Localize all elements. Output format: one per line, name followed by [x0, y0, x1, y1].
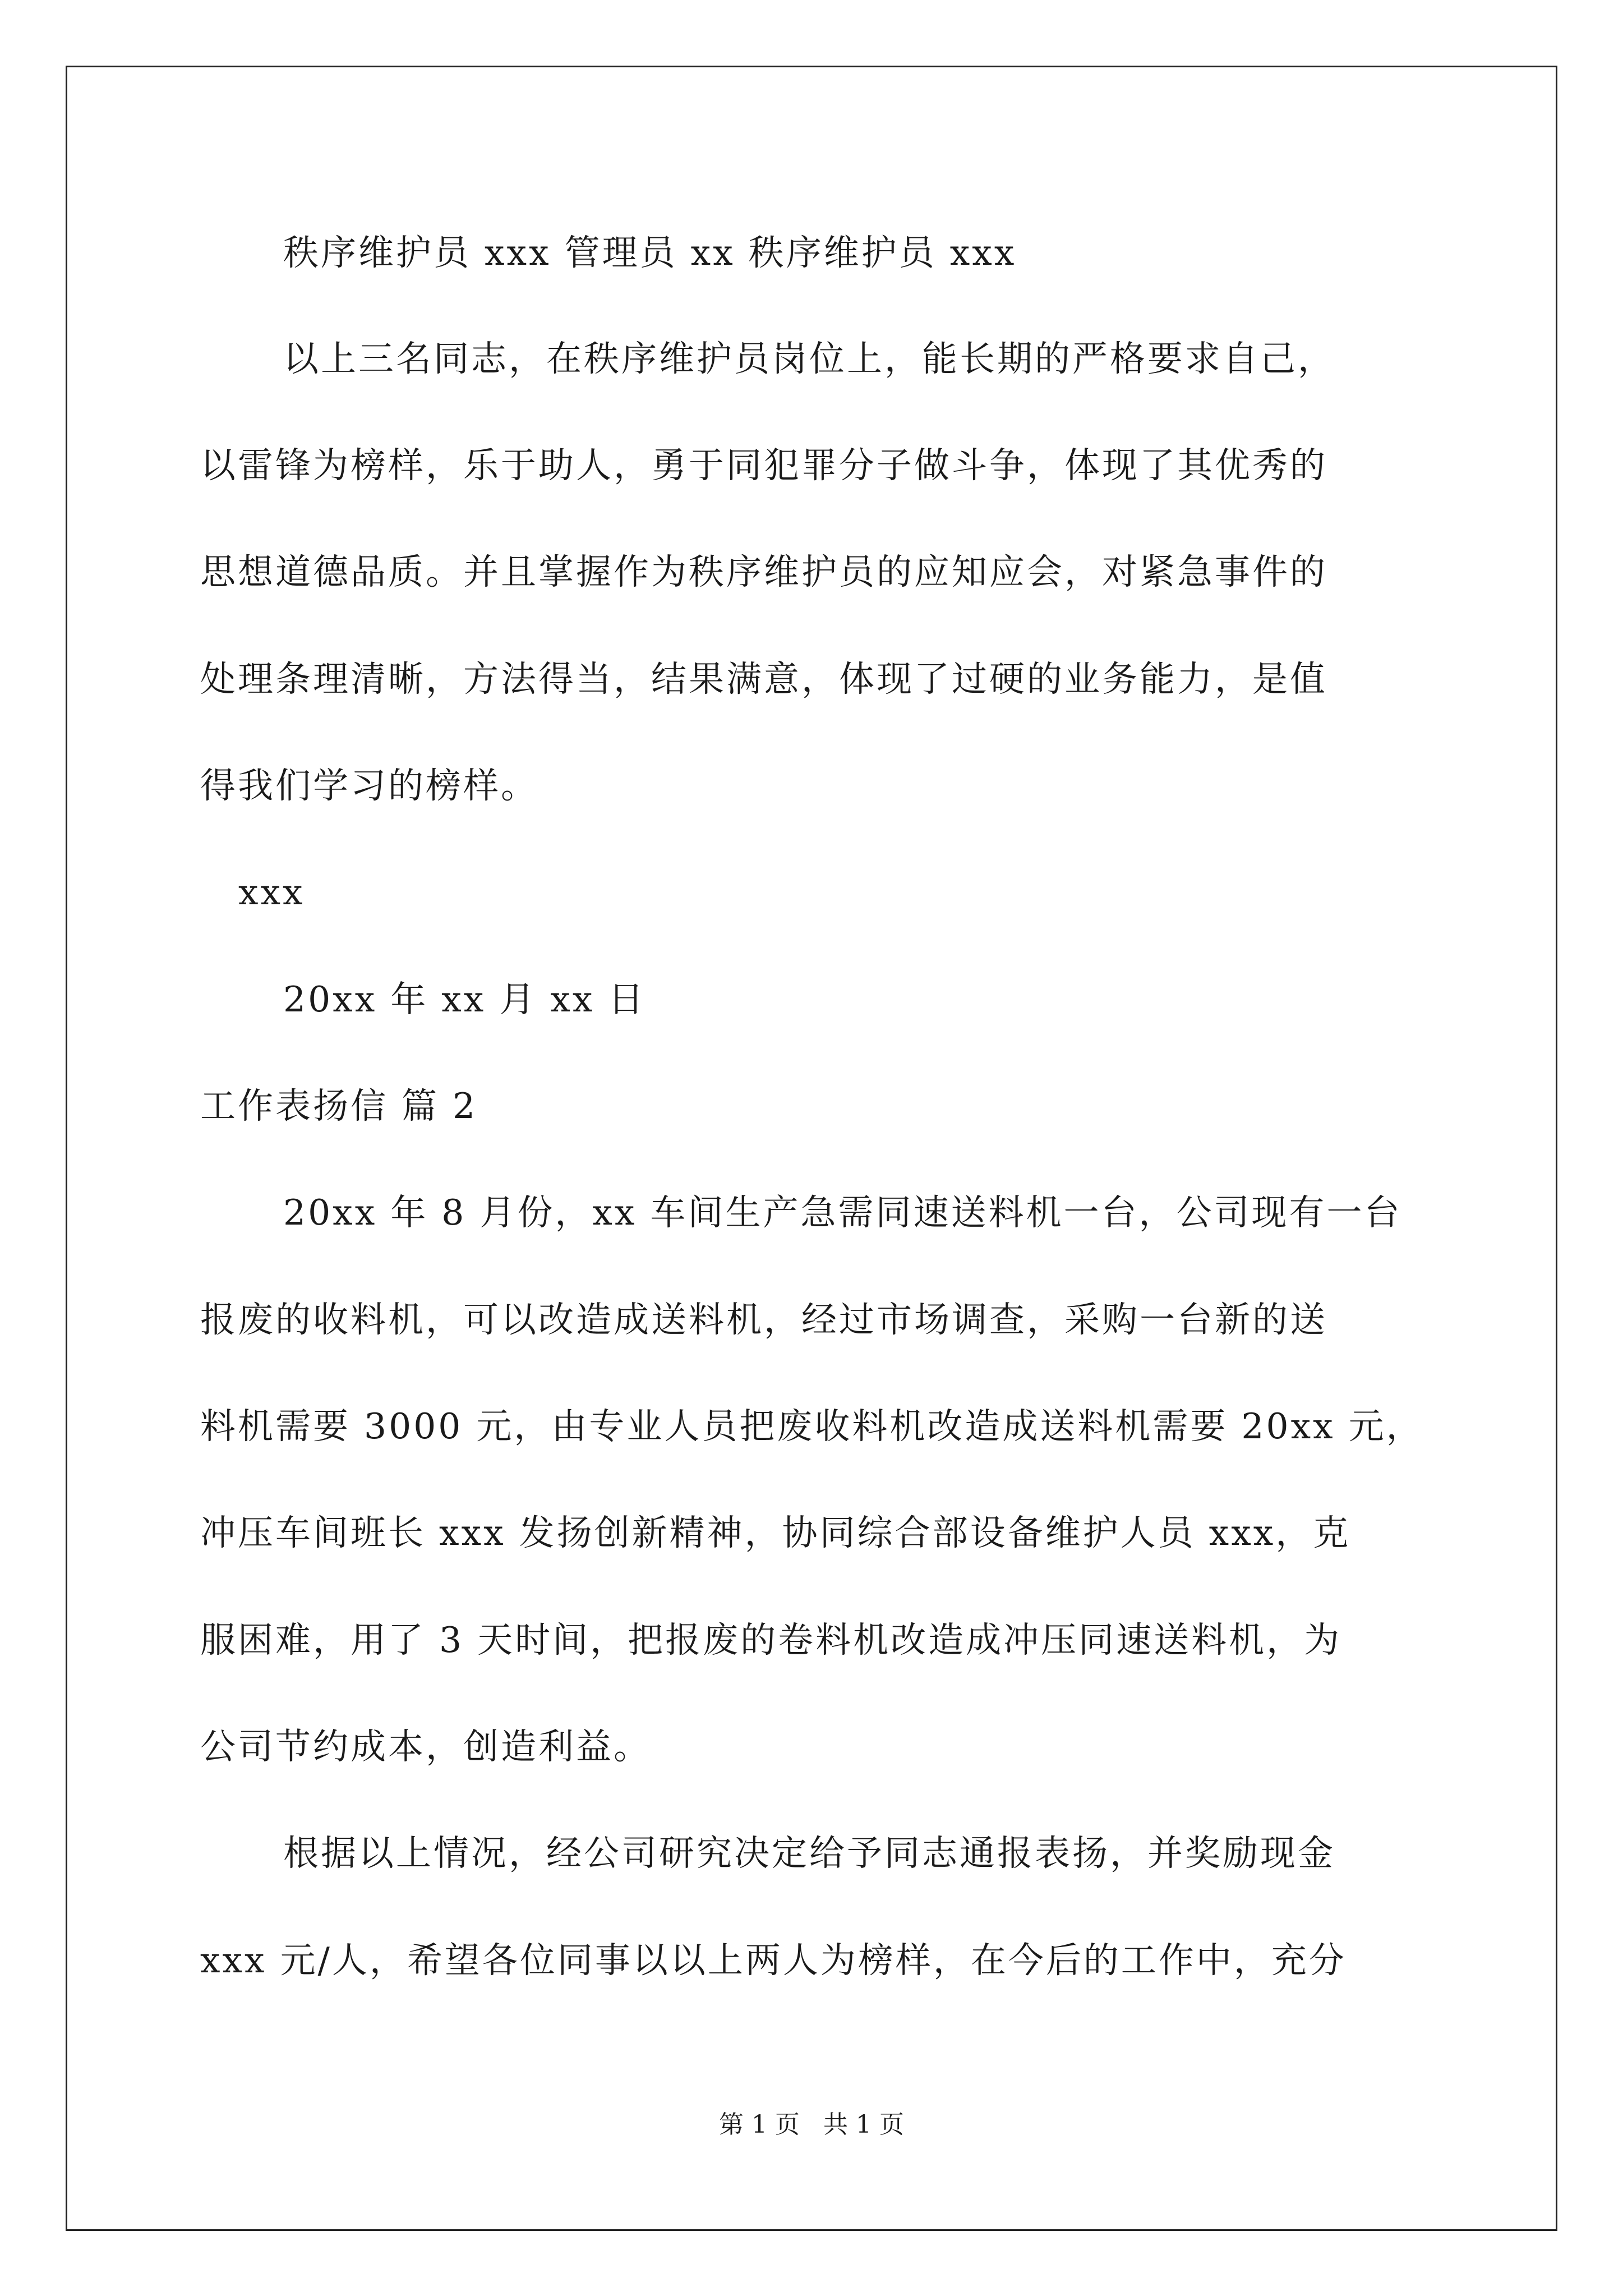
- paragraph-line: 根据以上情况，经公司研究决定给予同志通报表扬，并奖励现金: [283, 1833, 1335, 1874]
- staff-list-line: 秩序维护员 xxx 管理员 xx 秩序维护员 xxx: [283, 232, 1017, 273]
- paragraph-line: 思想道德品质。并且掌握作为秩序维护员的应知应会，对紧急事件的: [200, 551, 1327, 592]
- paragraph-line: 料机需要 3000 元，由专业人员把废收料机改造成送料机需要 20xx 元，: [200, 1406, 1424, 1447]
- page-border: [66, 66, 1557, 2231]
- paragraph-line: 处理条理清晰，方法得当，结果满意，体现了过硬的业务能力，是值: [200, 659, 1327, 700]
- paragraph-line: 冲压车间班长 xxx 发扬创新精神，协同综合部设备维护人员 xxx，克: [200, 1512, 1351, 1553]
- paragraph-line: 服困难，用了 3 天时间，把报废的卷料机改造成冲压同速送料机，为: [200, 1619, 1342, 1660]
- paragraph-line: xxx 元/人，希望各位同事以以上两人为榜样，在今后的工作中，充分: [200, 1940, 1347, 1981]
- signature-date: 20xx 年 xx 月 xx 日: [283, 979, 646, 1020]
- page-number: 第 1 页: [719, 2110, 800, 2139]
- paragraph-line: 20xx 年 8 月份，xx 车间生产急需同速送料机一台，公司现有一台: [283, 1192, 1402, 1233]
- paragraph-line: 得我们学习的榜样。: [200, 765, 538, 806]
- page-total: 共 1 页: [823, 2110, 904, 2139]
- paragraph-line: 以上三名同志，在秩序维护员岗位上，能长期的严格要求自己，: [283, 338, 1335, 379]
- signature-name: xxx: [238, 872, 305, 913]
- paragraph-line: 以雷锋为榜样，乐于助人，勇于同犯罪分子做斗争，体现了其优秀的: [200, 445, 1327, 486]
- section-heading: 工作表扬信 篇 2: [200, 1085, 478, 1126]
- paragraph-line: 报废的收料机，可以改造成送料机，经过市场调查，采购一台新的送: [200, 1299, 1327, 1340]
- paragraph-line: 公司节约成本，创造利益。: [200, 1726, 651, 1767]
- page-footer: [0, 2109, 1623, 2141]
